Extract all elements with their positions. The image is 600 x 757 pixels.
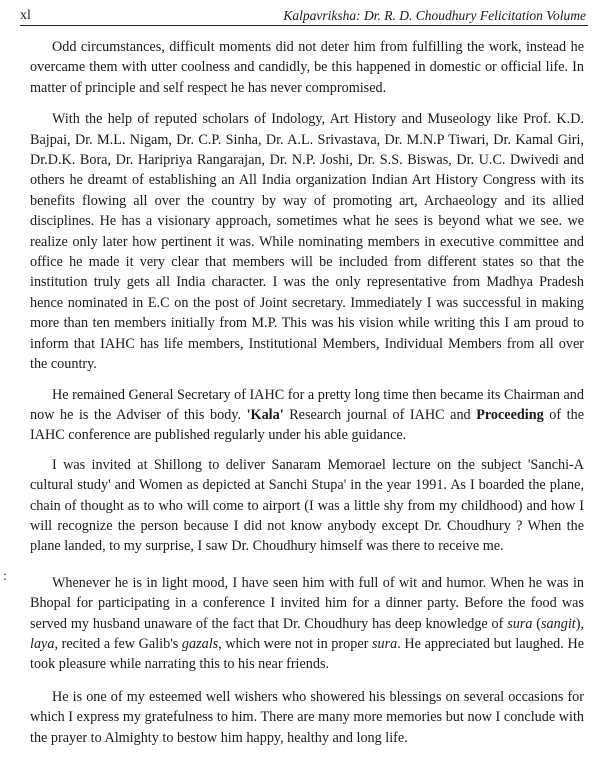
paragraph-5-text-c: ), — [575, 615, 584, 632]
running-title: Kalpavrikshа: Dr. R. D. Choudhury Felicitation Volume — [283, 8, 586, 23]
term-laya: laya — [30, 635, 55, 652]
paragraph-5 — [30, 573, 584, 675]
paragraph-5-text-a: Whenever he is in light mood, I have seen him with full of wit and humor. When he was in Bhopal for participating in a conference I invited him for a dinner party. Before the food was served my husband unaware of the fact that Dr. Choudhury has deep knowledge of — [30, 574, 584, 632]
paragraph-3-text-a: He remained General Secretary of IAHC for a pretty long time then became its Chairman and now he is the Adviser of this body. — [30, 386, 584, 423]
paragraph-5-text-f: . He appreciated but laughed. He took pleasure while narrating this to his near friends. — [30, 635, 584, 673]
paragraph-2: With the help of reputed scholars of Indology, Art History and Museology like Prof. K.D. Bajpai, Dr. M.L. Nigam, Dr. C.P. Sinha, Dr. A.L. Srivastava, Dr. M.N.P Tiwari, Dr. Kamal Giri, Dr.D.K. Bora, Dr. Haripriya Rangarajan, Dr. N.P. Joshi, Dr. S.S. Biswas, Dr. U.C. Dwivedi and others he dreamt of establishing an All India organization Indian Art History Congress with its benefits flowing all over the country by way of promoting art, Archaeology and its allied disciplines. He has a visionary approach, sometimes what he sees is beyond what we see. we realize only later how pertinent it was. While nominating members in executive committee and office he made it very clear that members will be included from different states so that the institution truly gets all India character. I was the only representative from Madhya Pradesh hence nominated in E.C on the post of Joint secretary. Immediately I was successful in making more than ten members initially from M.P. This was his vision while writing this I am proud to inform that IAHC has life members, Institutional Members, Individual Members from all over the country. — [30, 111, 584, 373]
paragraph-3-text-c: of the IAHC conference are published regularly under his able guidance. — [30, 406, 584, 444]
term-sura-2: sura — [371, 635, 398, 652]
term-sura: sura — [507, 615, 533, 632]
paragraph-5-text-b: ( — [532, 615, 542, 632]
paragraph-4: I was invited at Shillong to deliver Sanaram Memorael lecture on the subject 'Sanchi-A cultural study' and Women as depicted at Sanchi Stupa' in the year 1991. As I boarded the plane, chain of thought as to who will come to airport (I was a little shy from my childhood) and how I will recognize the person because I did not know anybody except Dr. Choudhury ? When the plane landed, to my surprise, I saw Dr. Choudhury himself was there to receive me. — [30, 456, 584, 555]
term-sangit: sangit — [541, 615, 576, 632]
paragraph-3 — [30, 385, 584, 446]
margin-mark: : — [3, 569, 7, 584]
header-rule — [20, 25, 588, 26]
paragraph-5-text-d: , recited a few Galib's — [54, 635, 182, 652]
page-number: xl — [20, 8, 31, 23]
running-header — [20, 4, 586, 24]
term-gazals: gazals — [181, 635, 219, 652]
proceeding-title: Proceeding — [476, 406, 544, 423]
paragraph-3-text-b: Research journal of IAHC and — [283, 406, 477, 423]
article-body — [30, 37, 584, 757]
paragraph-5-text-e: , which were not in proper — [218, 635, 372, 652]
paragraph-6: He is one of my esteemed well wishers who showered his blessings on several occasions for which I express my gratefulness to him. There are many more memories but now I conclude with the prayer to Almighty to bestow him happy, healthy and long life. — [30, 688, 584, 746]
paragraph-1: Odd circumstances, difficult moments did not deter him from fulfilling the work, instead he overcame them with utter coolness and candidly, be this happened in domestic or official life. In matter of principle and self respect he has never compromised. — [30, 39, 584, 96]
kala-title: 'Kala' — [246, 406, 284, 423]
